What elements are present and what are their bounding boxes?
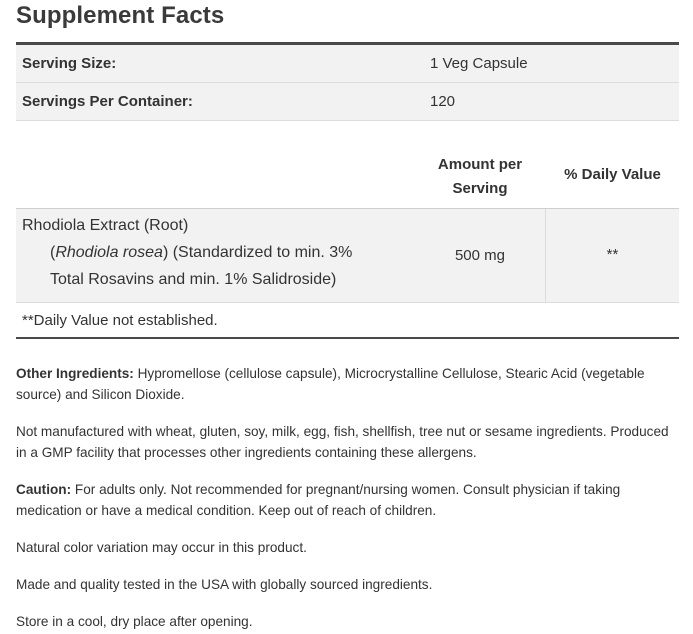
servings-per-container-row	[16, 83, 679, 120]
daily-value-footnote: **Daily Value not established.	[22, 312, 218, 329]
allergen-paragraph: Not manufactured with wheat, gluten, soy, milk, egg, fish, shellfish, tree nut or sesame ingredients. Produced in a GMP facility that processes other ingredients containing these allergens.	[16, 424, 669, 460]
caution-paragraph	[16, 479, 676, 521]
footnote-row	[16, 303, 679, 338]
made-in-usa-note: Made and quality tested in the USA with globally sourced ingredients.	[16, 577, 433, 592]
amount-header-line1: Amount per	[437, 156, 523, 173]
storage-note: Store in a cool, dry place after opening.	[16, 614, 253, 629]
other-ingredients-label: Other Ingredients:	[16, 366, 134, 381]
daily-value-header: % Daily Value	[564, 166, 661, 183]
other-ingredients-paragraph	[16, 363, 676, 405]
amount-per-serving-header	[410, 153, 550, 201]
color-variation-note: Natural color variation may occur in this product.	[16, 540, 307, 555]
serving-size-row	[16, 45, 679, 82]
ingredient-row	[16, 209, 679, 302]
caution-label: Caution:	[16, 482, 72, 497]
ingredient-source: (Rhodiola rosea) (Standardized to min. 3%	[50, 244, 353, 261]
ingredient-latin-name: Rhodiola rosea	[55, 244, 163, 261]
caution-text: For adults only. Not recommended for pregnant/nursing women. Consult physician if taking medication or have a medical condition. Keep out of reach of children.	[16, 482, 621, 518]
amount-header-line2: Serving	[452, 180, 508, 197]
table-header-row	[16, 121, 679, 208]
ingredient-amount: 500 mg	[454, 247, 506, 264]
ingredient-daily-value: **	[606, 246, 619, 263]
servings-per-container-label: Servings Per Container:	[22, 93, 193, 110]
table-bottom-rule	[16, 337, 679, 339]
supplement-facts-table	[16, 42, 679, 341]
servings-per-container-value: 120	[430, 93, 456, 110]
serving-size-label: Serving Size:	[22, 55, 117, 72]
serving-size-value: 1 Veg Capsule	[430, 55, 528, 72]
ingredient-name: Rhodiola Extract (Root)	[22, 217, 189, 234]
other-ingredients-text: Hypromellose (cellulose capsule), Microcrystalline Cellulose, Stearic Acid (vegetable source) and Silicon Dioxide.	[16, 366, 645, 402]
column-divider	[545, 209, 546, 302]
ingredient-standardization: Total Rosavins and min. 1% Salidroside)	[50, 271, 337, 288]
page-title: Supplement Facts	[16, 2, 225, 29]
